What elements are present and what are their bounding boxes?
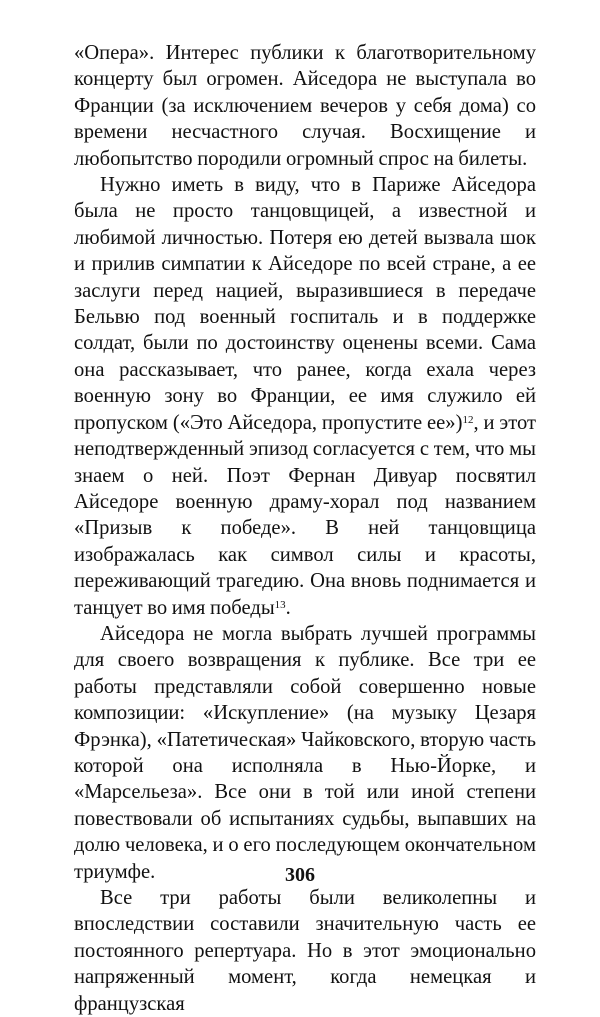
- paragraph-3: [74, 621, 536, 885]
- paragraph-2: [74, 172, 536, 621]
- footnote-ref-13: 13: [274, 598, 286, 611]
- paragraph-2-text-c: .: [285, 596, 291, 619]
- paragraph-1-text: «Опера». Интерес публики к благотворительному концерту был огромен. Айседора не выступала во Франции (за исключением вечеров у себя дома) со времени несчастного случая. Восхищение и любопытство породили огромный спрос на билеты.: [74, 42, 536, 170]
- page-number: 306: [285, 864, 315, 886]
- paragraph-2-text-b: , и этот неподтвержденный эпизод согласуется с тем, что мы знаем о ней. Поэт Фернан Дивуар посвятил Айседоре военную драму-хорал под названием «Призыв к победе». В ней танцовщица изображалась как символ силы и красоты, переживающий трагедию. Она вновь поднимается и танцует во имя победы: [74, 411, 536, 619]
- paragraph-3-text: Айседора не могла выбрать лучшей программы для своего возвращения к публике. Все три ее работы представляли собой совершенно новые композиции: «Искупление» (на музыку Цезаря Фрэнка), «Патетическая» Чайковского, вторую часть которой она исполняла в Нью-Йорке, и «Марсельеза». Все они в той или иной степени повествовали об испытаниях судьбы, выпавших на долю человека, и о его последующем окончательном триумфе.: [74, 622, 536, 883]
- paragraph-2-text-a: Нужно иметь в виду, что в Париже Айседора была не просто танцовщицей, а известной и любимой личностью. Потеря ею детей вызвала шок и прилив симпатии к Айседоре по всей стране, а ее заслуги перед нацией, выразившиеся в передаче Бельвю под военный госпиталь и в поддержке солдат, были по достоинству оценены всеми. Сама она рассказывает, что ранее, когда ехала через военную зону во Франции, ее имя служило ей пропуском («Это Айседора, пропустите ее»): [74, 174, 536, 434]
- paragraph-1: [74, 40, 536, 172]
- footnote-ref-12: 12: [462, 413, 474, 426]
- paragraph-4-text: Все три работы были великолепны и впоследствии составили значительную часть ее постоянного репертуара. Но в этот эмоционально напряженный момент, когда немецкая и французская: [74, 887, 536, 1015]
- paragraph-4: [74, 885, 536, 1017]
